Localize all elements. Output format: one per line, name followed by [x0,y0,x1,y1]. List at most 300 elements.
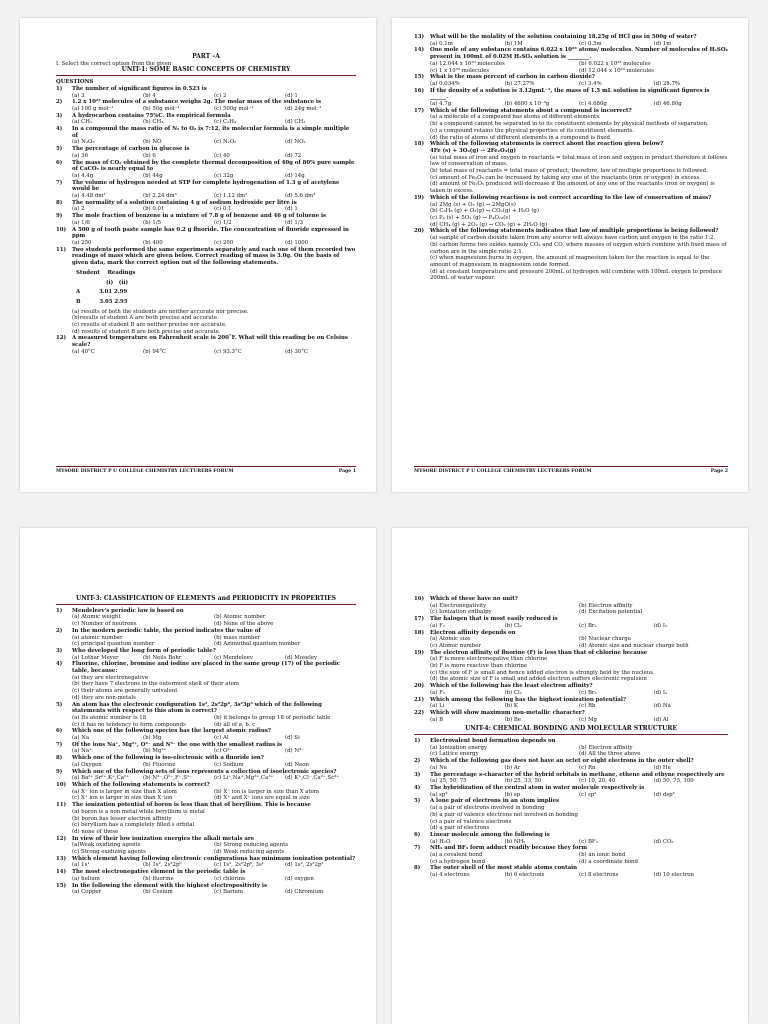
option: (b) 25, 33, 50 [504,778,542,785]
options [414,805,728,832]
option: (d) 5.6 dm³ [285,193,316,200]
option: (b) Cl₂ [504,622,522,629]
question [414,683,728,690]
option: (c) principal quantum number [72,641,155,648]
page-4-content [414,596,728,879]
option: (b) NO [143,139,162,146]
options [414,81,728,88]
option-line: (c) results of student B are neither precise nor accurate. [72,322,227,329]
option: (d) None of the above [214,621,274,628]
option-line: (d) they are non-metals [72,694,136,701]
options [414,202,728,229]
option: (d) CO₂ [653,838,674,845]
option-line: (a) 2Mg (s) + O₂ (g) → 2MgO(s) [430,201,516,208]
option-line: (c) a pair of valence electrons [430,818,512,825]
question-number: 8) [414,865,421,872]
instruction: I. Select the correct option from the given [56,60,172,67]
question-text: Which among the following has the highest ionization potential? [430,696,627,703]
option: (d) Atomic size and nuclear charge both [579,642,689,649]
question [56,728,356,735]
option: (b) fluorine [143,875,174,882]
option: (a) B [430,716,444,723]
option-line: (c) the size of F is small and hence added electron is strongly held by the nucleus. [430,669,655,676]
option: (b) Nuclear charge [579,636,631,643]
question-text: In a compound the mass ratio of N₂ to O₂ is 7:12, its molecular formula is a simple multiple of [72,126,350,139]
q11-options [56,309,356,336]
option: (b) 44g [143,172,163,179]
option-line: (a) F is more electronegative than chlorine [430,656,548,663]
question [414,88,728,101]
question-number: 6) [414,831,421,838]
option: (c) Rn [579,764,596,771]
question-number: 3) [56,647,63,654]
options [56,173,356,180]
option: (c) 10, 20, 40 [579,778,616,785]
question-number: 19) [414,649,425,656]
question-number: 16) [414,87,425,94]
question-number: 6) [56,159,63,166]
option: (b) Neils Bohr [143,654,182,661]
option: (d) 1/3 [285,219,304,226]
option: (b) Be [504,716,522,723]
question-text: Which one of the following sets of ions represents a collection of isoelectronic species? [72,768,337,775]
option: (c) Sodium [214,761,244,768]
question-text: Electrovalent bond formation depends on [430,738,556,745]
option: (d) dsp² [653,791,675,798]
table-row-a-student: A [76,289,81,296]
option: (b) 94°C [143,348,167,355]
options [56,614,356,627]
question-number: 7) [56,179,63,186]
option-line: (b) F is more reactive than chlorine [430,663,528,670]
q12-options [56,349,356,356]
question [414,845,728,852]
question [56,160,356,173]
option: (c) Strong oxidizing agents [72,849,146,856]
question-text: Mendeleev's periodic law is based on [72,607,184,614]
option: (d) all of a, b, c [214,721,256,728]
question-text: Which of the following reactions is not correct according to the law of conservation of mass? [430,194,712,201]
question-number: 3) [414,771,421,778]
question [56,802,356,809]
page-2-content [414,34,728,282]
question-number: 20) [414,683,425,690]
page-footer [56,466,356,474]
option: (a) Electronegativity [430,602,487,609]
option: (a) Na [72,735,90,742]
question [414,738,728,745]
question-list [414,34,728,108]
option: (a) 4.4g [72,172,94,179]
question-text: Who developed the long form of periodic table? [72,647,216,654]
option: (d) 1000 [285,239,309,246]
option: (c) chlorine [214,875,246,882]
options [56,842,356,855]
options [56,106,356,113]
question-text: Which of the following gas does not have an octet or eight electrons in the outer shell? [430,758,694,765]
options [414,155,728,195]
option: (a) 1/6 [72,219,90,226]
question-text: The mass of CO₂ obtained by the complete thermal decomposition of 40g of 80% pure sample of CaCO₃ is nearly equal to [72,159,355,173]
option: (d) N³⁻ [285,748,305,755]
option-line: (b) a compound cannot be separated in to its constituent elements by physical methods of separation. [430,121,709,128]
question-text: A 500 g of tooth paste sample has 0.2 g fluoride. The concentration of fluoride expressed in ppm [72,226,349,240]
option: (b) sp [504,791,521,798]
question-text: The halogen that is most easily reduced is [430,616,558,623]
question-text: The outer shell of the most stable atoms contain [430,865,578,872]
question-number: 15) [414,74,425,81]
question [56,227,356,240]
option: (d) oxygen [285,875,314,882]
page-1 [20,18,376,492]
option: (d) Al [653,716,669,723]
option: (d) Moseley [285,654,318,661]
option: (d) Weak reducing agents [214,849,285,856]
question-text: The number of significant figures in 0.523 is [72,85,207,92]
unit-3-title: UNIT-3: CLASSIFICATION OF ELEMENTS and PERIODICITY IN PROPERTIES [56,596,356,605]
option-line: (d) amount of Fe₂O₃ produced will decrease if the amount of any one of the reactants (iron or oxygen) is taken in excess. [430,181,715,195]
option: (b) X⁻ ion is larger in size than X atom [214,788,320,795]
question-number: 8) [56,755,63,762]
option: (c) 40 [214,152,230,159]
option: (c) 200 [214,239,234,246]
options [414,703,728,710]
options [56,789,356,802]
option: (d) K⁺,Cl⁻,Ca²⁺,Sc³⁺ [285,775,340,782]
question-number: 18) [414,141,425,148]
question-number: 6) [56,728,63,735]
question-text: Which element having following electronic configurations has minimum ionization potential? [72,855,356,862]
option-line: (b) carbon forms two oxides namely CO₂ and CO, where masses of oxygen which combine with fixed mass of carbon are in the simple ratio 2:1. [430,241,727,255]
page-3-content [56,596,356,896]
option: (c) Mendeleev [214,654,253,661]
options [56,675,356,702]
option: (d) X⁺ and X⁻ ions are equal in size [214,795,310,802]
option: (b) Strong reducing agents [214,842,289,849]
unit-4-title: UNIT-4: CHEMICAL BONDING AND MOLECULAR STRUCTURE [414,726,728,735]
options [56,762,356,769]
question-number: 3) [56,112,63,119]
table-row-b-student: B [76,298,81,305]
option-line: (a) sample of carbon dioxide taken from any source will always have carbon and oxygen in the ratio 1:2. [430,235,716,242]
page-1-content [56,54,356,356]
question-number: 7) [56,741,63,748]
options [414,717,728,724]
option: (b) 6 electrons [504,872,545,879]
option: (a) 2 [72,206,85,213]
question-list [56,608,356,896]
option: (d) 1m [653,40,672,47]
option: (b) Electron affinity [579,602,633,609]
option: (c) Lattice energy [430,751,479,758]
table-row-a-r1: 3.01 [98,289,113,296]
option: (c) 93.3°C [214,348,242,355]
table-row-b-r2: 2.95 [114,298,128,305]
question-text: The electron affinity of fluorine (F) is less than that of chlorine because [430,649,648,656]
question-text: Of the ions Na⁺, Mg²⁺, O²⁻ and N³⁻ the one with the smallest radius is [72,741,283,748]
option: (c) O²⁻ [214,748,233,755]
question-number: 13) [414,34,425,40]
option-line: (a) a molecule of a compound has atoms of different elements. [430,114,601,121]
question-text: A measured temperature on Fahrenheit scale is 200˚F. What will this reading be on Celsius scale? [72,335,348,349]
question-list [56,86,356,247]
question-text: Fluorine, chlorine, bromine and iodine are placed in the same group (17) of the periodic table, because: [72,661,341,675]
options [414,101,728,108]
question-number: 4) [414,784,421,791]
option-line: (b) boron has lesser electron affinity [72,815,172,822]
question [56,742,356,749]
option: (b) K [504,703,518,710]
option-line: (a) they are electronegative [72,674,148,681]
option: (a) 36 [72,152,88,159]
footer-forum: MYSORE DISTRICT P U COLLEGE CHEMISTRY LECTURERS FORUM [56,469,234,474]
long-question-list [414,108,728,282]
option: (b) it belongs to group 18 of periodic table [214,714,331,721]
question-text: If the density of a solution is 3.12gmL⁻¹, the mass of 1.5 mL solution in significant figures is ______. [430,87,710,101]
question-text: Linear molecule among the following is [430,831,550,838]
option: (c) C₂H₄ [214,119,237,126]
question-text: In the modern periodic table, the period indicates the value of [72,627,261,634]
options [414,745,728,758]
option: (c) 1s², 2s²2p⁶, 3s¹ [214,862,264,869]
question-text: Which of the following statements about a compound is incorrect? [430,107,632,114]
question-text: The percentage of carbon in glucose is [72,146,190,153]
option: (b) an ionic bond [579,852,626,859]
option: (c) a hydrogen bond [430,858,486,865]
option: (c) 500g mol⁻¹ [214,105,254,112]
option: (a) F₂ [430,622,446,629]
question-list-unit-4 [414,738,728,879]
option: (d) CH₃ [285,119,306,126]
unit-1-title: UNIT-1: SOME BASIC CONCEPTS OF CHEMISTRY [56,67,356,76]
question-number: 22) [414,709,425,716]
option: (a) a covalent bond [430,852,483,859]
option: (c) Ionization enthalpy [430,609,492,616]
option-line: (d) a pair of electrons [430,825,490,832]
option: (d) Azimuthal quantum number [214,641,301,648]
options [414,656,728,683]
option: (a) 25, 50, 75 [430,778,467,785]
question-number: 2) [56,627,63,634]
options [414,765,728,772]
option: (b) 4680 x 10⁻³g [504,101,550,108]
readings-table [56,270,356,306]
option: (b) Mg [143,735,162,742]
question-12 [56,335,356,348]
options [414,235,728,282]
option: (c) Number of neutrons [72,621,137,628]
option: (a) 250 [72,239,92,246]
option: (b) Fluorine [143,761,176,768]
question-number: 17) [414,616,425,623]
option: (b) 2.24 dm³ [143,193,177,200]
equation: 4Fe (s) + 3O₂(g) → 2Fe₂O₃(g) [430,147,516,154]
option: (d) 14g [285,172,305,179]
question-text: Which of the following statements is correct? [72,781,210,788]
options [56,862,356,869]
option: (a) F₂ [430,689,446,696]
question [414,34,728,41]
table-row-a-r2: 2.99 [114,289,128,296]
footer-forum: MYSORE DISTRICT P U COLLEGE CHEMISTRY LECTURERS FORUM [414,469,592,474]
question [414,785,728,792]
option: (b) Cesium [143,889,173,896]
question-text: Electron affinity depends on [430,629,516,636]
option: (d) Na [653,703,671,710]
page-2 [392,18,748,492]
question-number: 1) [414,738,421,745]
question-text: Which will show maximum non-metallic character? [430,709,585,716]
question-number: 14) [56,869,67,876]
option: (c) 1/2 [214,219,232,226]
option: (c) Rb [579,703,596,710]
option: (b) Ar [504,764,521,771]
option: (d) 1 [285,92,298,99]
option: (a)Weak oxidizing agents [72,842,141,849]
option: (c) 8 electrons [579,872,619,879]
option-line: (c) beryllium has a completely filled s orbital [72,822,195,829]
option: (b) Mg²⁺ [143,748,167,755]
question [56,702,356,715]
question [56,126,356,139]
option: (a) 4.48 dm³ [72,193,106,200]
question [56,99,356,106]
question [414,141,728,148]
question-number: 12) [56,335,67,342]
option-line: (b) a pair of valence electrons not involved in bonding [430,811,578,818]
question-number: 4) [56,126,63,133]
question-text: The hybridization of the central atom in water molecule respectively is [430,784,645,791]
question-text: The percentage s-character of the hybrid orbitals in methane, ethene and ethyne respectively are [430,771,725,778]
option: (d) 46.80g [653,101,682,108]
option: (a) Ne [430,764,448,771]
option: (b) 6 [143,152,156,159]
option-line: (b) total mass of reactants = total mass of product; therefore, law of multiple proportions is followed. [430,168,708,175]
option: (a) Ba²⁺,Sr²⁺,K⁺,Ca²⁺ [72,775,129,782]
option: (c) 2 [214,92,227,99]
question-number: 9) [56,213,63,220]
option: (a) 4 electrons [430,872,470,879]
option: (c) Li⁺,Na⁺,Mg²⁺,Ca²⁺ [214,775,274,782]
option-line: (b) C₃H₈ (g) + O₂(g) → CO₂(g) + H₂O (g) [430,208,539,215]
option: (d) 1 [285,206,298,213]
question [56,869,356,876]
options [56,240,356,247]
options [414,603,728,616]
question [414,596,728,603]
question-number: 21) [414,696,425,703]
option: (d) 72 [285,152,302,159]
option: (a) H₂O [430,838,451,845]
question [56,113,356,120]
option: (c) 1 x 10²³ molecules [430,67,490,74]
question [414,710,728,717]
table-sub-ii: (ii) [118,279,128,286]
question-number: 2) [56,99,63,106]
option: (d) 1s², 2s²2p² [285,862,324,869]
options [414,690,728,697]
option: (a) 4.7g [430,101,452,108]
question [56,200,356,207]
option: (d) 28.7% [653,80,680,87]
option-line: (b) they have 7 electrons in the outermost shell of their atom [72,681,240,688]
question [414,47,728,60]
question [56,648,356,655]
question-text: 1.2 x 10²² molecules of a substance weighs 2g. The molar mass of the substance is [72,99,321,106]
question-text: What will be the molality of the solution containing 18.25g of HCl gas in 500g of water? [430,34,697,40]
question [414,195,728,202]
option: (c) Br₂ [579,689,597,696]
question [56,782,356,789]
question-text: An atom has the electronic configuration 1s², 2s²2p⁶, 3s²3p³ which of the following statements with respect to this atom is correct? [72,701,322,715]
question [414,758,728,765]
question-text: One mole of any substance contains 6.022 x 10²³ atoms/ molecules. Number of molecules of H₂SO₄ present in 100mL of 0.02M H₂SO₄ solution is ________. [430,47,728,61]
page-4 [392,528,748,1024]
question [56,628,356,635]
question-number: 7) [414,845,421,852]
option: (a) Its atomic number is 18 [72,714,147,721]
option: (d) 50, 75, 100 [653,778,694,785]
question-11 [56,247,356,267]
part-heading: PART –A [192,53,220,60]
option: (c) BF₃ [579,838,598,845]
question [414,616,728,623]
option: (d) Neon [285,761,309,768]
question-list [414,596,728,723]
question-text: In the following the element with the highest electropositivity is [72,882,267,889]
question [414,74,728,81]
question-number: 18) [414,629,425,636]
option: (b) Atomic number [214,614,266,621]
question-text: The ionization potential of boron is less than that of beryllium. This is because [72,802,311,809]
option: (c) sp² [579,791,597,798]
option: (c) it has no tendency to form compounds [72,721,186,728]
option: (a) Atomic weight [72,614,121,621]
question-text: Which of the following statements is correct about the reaction given below? [430,141,664,148]
option-line: (d) the atomic size of F is small and added electron suffers electronic repulsion [430,676,647,683]
question-number: 16) [414,596,425,602]
option: (d) Si [285,735,300,742]
option: (b) NH₃ [504,838,526,845]
question-number: 4) [56,661,63,668]
option: (a) atomic number [72,634,123,641]
options [414,61,728,74]
option: (d) NO₂ [285,139,306,146]
question-text: Which one of the following species has the largest atomic radius? [72,728,271,735]
option: (a) Ionization energy [430,744,488,751]
option-line: (c) a compound retains the physical properties of its constituent elements. [430,127,635,134]
question-text: Which of the following has the least electron affinity? [430,683,593,690]
questions-label: QUESTIONS [56,79,94,86]
option: (c) 32g [214,172,234,179]
option: (b) N³⁻,O²⁻,F⁻,S²⁻ [143,775,192,782]
option: (c) 0.5m [579,40,602,47]
option: (d) I₂ [653,622,668,629]
option: (c) 4.680g [579,101,607,108]
option-line: (c) amount of Fe₂O₃ can be increased by taking any one of the reactants (iron or oxygen) in excess. [430,174,701,181]
option: (d) Excitation potential [579,609,643,616]
table-row-b-r1: 3.05 [99,298,113,305]
question [56,86,356,93]
option: (d) a coordinate bond [579,858,638,865]
options [56,889,356,896]
option: (a) 0.034% [430,80,460,87]
question-text: NH₃ and BF₃ form adduct readily because they form [430,845,588,852]
question-number: 20) [414,228,425,235]
question-number: 9) [56,768,63,775]
options [56,715,356,728]
option: (c) Al [214,735,229,742]
